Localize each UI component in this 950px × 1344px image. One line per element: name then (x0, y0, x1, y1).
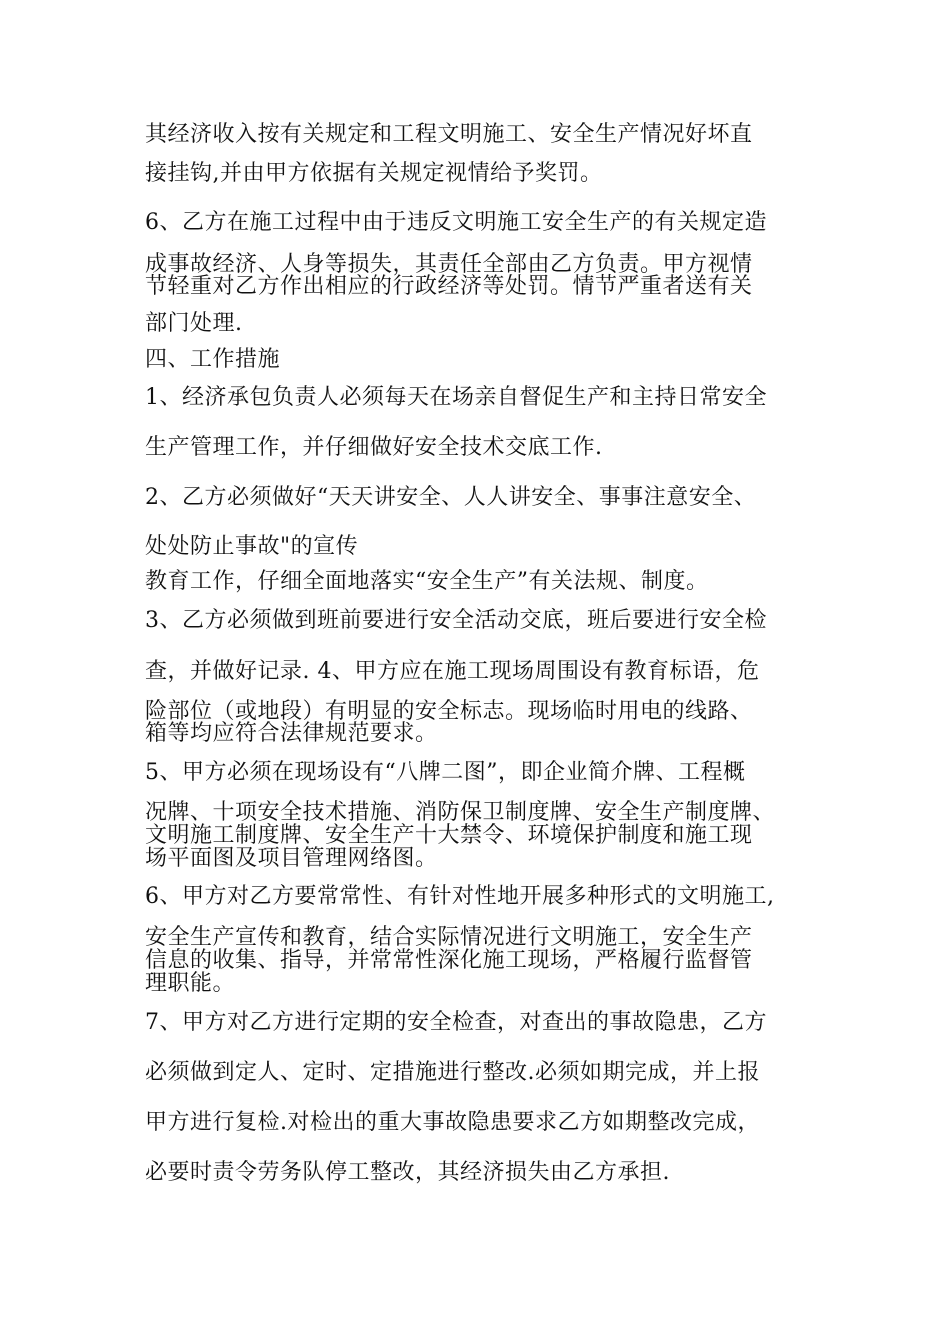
text-line: 教育工作，仔细全面地落实“安全生产”有关法规、制度。 (145, 569, 709, 594)
text-line: 甲方进行复检.对检出的重大事故隐患要求乙方如期整改完成， (145, 1110, 760, 1135)
text-line: 必要时责令劳务队停工整改，其经济损失由乙方承担. (145, 1160, 670, 1185)
text-line: 6、乙方在施工过程中由于违反文明施工安全生产的有关规定造 (145, 210, 767, 235)
text-line: 况牌、十项安全技术措施、消防保卫制度牌、安全生产制度牌、 (145, 800, 776, 825)
text-line: 2、乙方必须做好“天天讲安全、人人讲安全、事事注意安全、 (145, 485, 757, 510)
text-line: 场平面图及项目管理网络图。 (145, 846, 438, 871)
text-line: 7、甲方对乙方进行定期的安全检查，对查出的事故隐患，乙方 (145, 1010, 767, 1035)
text-line: 其经济收入按有关规定和工程文明施工、安全生产情况好坏直 (145, 122, 753, 147)
text-line: 箱等均应符合法律规范要求。 (145, 721, 438, 746)
text-line: 部门处理. (145, 311, 243, 336)
text-line: 险部位（或地段）有明显的安全标志。现场临时用电的线路、 (145, 699, 753, 724)
text-line: 理职能。 (145, 971, 236, 996)
text-line: 6、甲方对乙方要常常性、有针对性地开展多种形式的文明施工, (145, 884, 775, 909)
text-line: 处处防止事故"的宣传 (145, 534, 359, 559)
text-line: 生产管理工作，并仔细做好安全技术交底工作. (145, 435, 603, 460)
text-line: 3、乙方必须做到班前要进行安全活动交底，班后要进行安全检 (145, 608, 767, 633)
text-line: 接挂钩,并由甲方依据有关规定视情给予奖罚。 (145, 161, 603, 186)
text-line: 信息的收集、指导，并常常性深化施工现场，严格履行监督管 (145, 948, 753, 973)
text-line: 节轻重对乙方作出相应的行政经济等处罚。情节严重者送有关 (145, 274, 753, 299)
text-line: 1、经济承包负责人必须每天在场亲自督促生产和主持日常安全 (145, 385, 767, 410)
section-heading: 四、工作措施 (145, 347, 281, 372)
text-line: 成事故经济、人身等损失，其责任全部由乙方负责。甲方视情 (145, 252, 753, 277)
text-line: 5、甲方必须在现场设有“八牌二图”，即企业简介牌、工程概 (145, 760, 746, 785)
text-line: 安全生产宣传和教育，结合实际情况进行文明施工，安全生产 (145, 925, 753, 950)
text-line: 查，并做好记录. 4、甲方应在施工现场周围设有教育标语，危 (145, 659, 760, 684)
text-line: 必须做到定人、定时、定措施进行整改.必须如期完成，并上报 (145, 1060, 760, 1085)
text-line: 文明施工制度牌、安全生产十大禁令、环境保护制度和施工现 (145, 823, 753, 848)
